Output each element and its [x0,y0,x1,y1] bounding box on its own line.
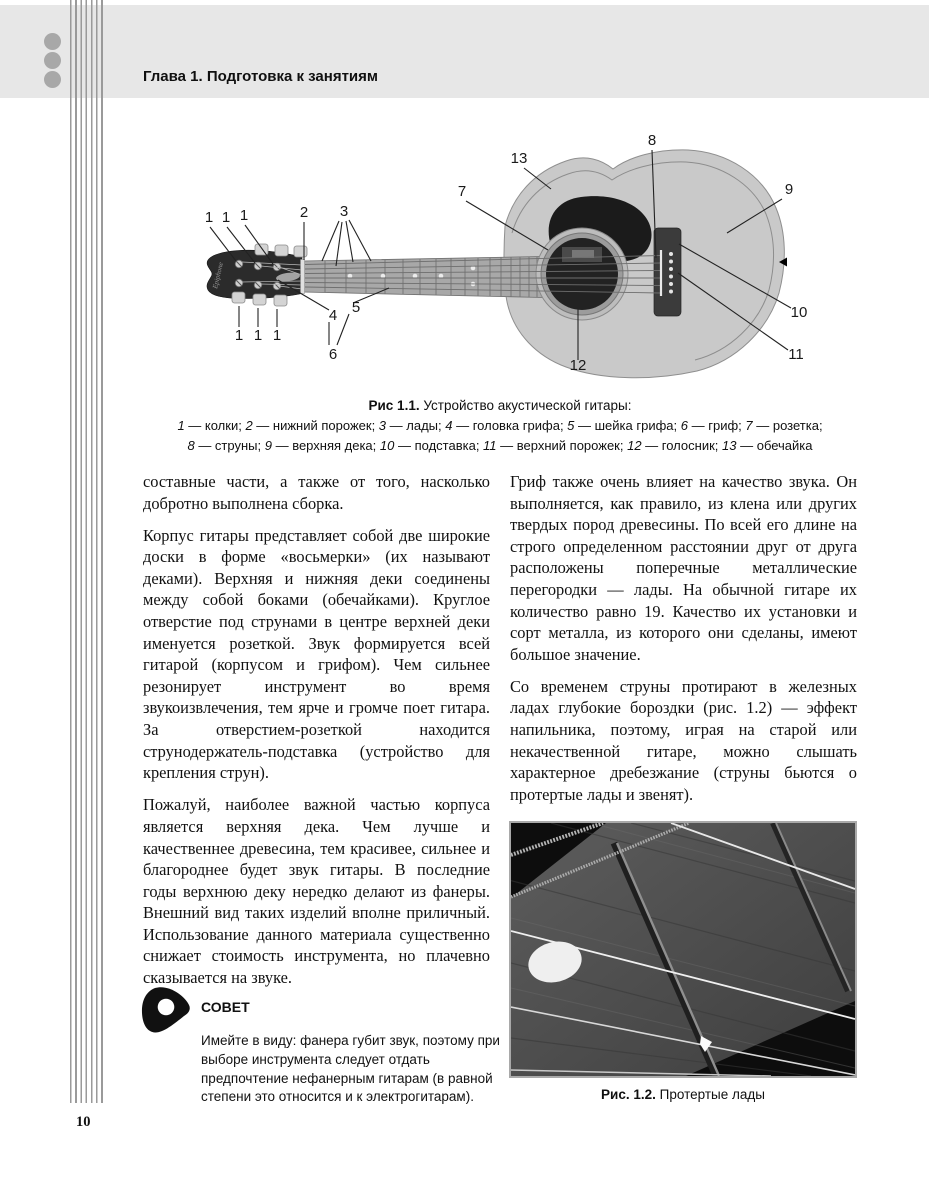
callout-label: 3 [339,203,349,220]
figure1-legend-line-2: 8 — струны; 9 — верхняя дека; 10 — подставка; 11 — верхний порожек; 12 — голосник; 13 — обечайка [187,438,813,453]
callout-label: 4 [328,307,338,324]
guitar-diagram [130,118,890,384]
paragraph: Пожалуй, наиболее важной частью корпуса является верхняя дека. Чем лучше и качественнее древесина, тем красивее, сильнее и благороднее будет звук гитары. В последние годы верхнюю деку нередко делают из фанеры. Внешний вид таких изделий вполне приличный. Использование данного материала существенно снижает стоимость инструмента, но плачевно сказывается на звуке. [143,795,490,988]
callout-label: 12 [569,357,587,374]
figure1-caption [120,396,880,456]
dot-icon [44,71,61,88]
callout-label: 1 [221,209,231,226]
callout-label: 1 [204,209,214,226]
callout-label: 1 [272,327,282,344]
callout-label: 8 [647,132,657,149]
figure1-legend-line-1: 1 — колки; 2 — нижний порожек; 3 — лады; 4 — головка грифа; 5 — шейка грифа; 6 — гриф; 7 — розетка; [177,418,823,433]
right-text-column [510,471,857,816]
callout-label: 1 [253,327,263,344]
callout-label: 6 [328,346,338,363]
figure2-caption [509,1087,857,1102]
figure1-caption-label: Рис 1.1. [368,398,420,413]
paragraph: составные части, а также от того, насколько добротно выполнена сборка. [143,472,490,513]
sound-hole [536,228,628,320]
callout-label: 10 [790,304,808,321]
worn-frets-photo-rendering [511,823,855,1076]
dot-icon [44,33,61,50]
figure1-caption-text: Устройство акустической гитары: [423,398,632,413]
chapter-title: Глава 1. Подготовка к занятиям [143,68,378,85]
nut [301,260,305,294]
headstock-logo: Epiphone [211,261,225,290]
margin-stripes-decoration [70,0,103,1103]
figure2-caption-label: Рис. 1.2. [601,1087,656,1102]
fretboard [303,257,543,298]
paragraph: Корпус гитары представляет собой две широкие доски в форме «восьмерки» (их называют деками). Верхняя и нижняя деки соединены между собой боками (обечайками). Круглое отверстие под струнами в центре верхней деки именуется розеткой. Звук формируется всей гитарой (корпусом и грифом). Чем сильнее резонирует инструмент во время звукоизвлечения, тем ярче и громче поет гитара. За отверстием-розеткой находится струнодержатель-подставка (устройство для крепления струн). [143,525,490,783]
callout-label: 5 [351,299,361,316]
callout-label: 1 [234,327,244,344]
callout-label: 9 [784,181,794,198]
callout-label: 7 [457,183,467,200]
callout-label: 1 [239,207,249,224]
figure2-caption-text: Протертые лады [659,1087,765,1102]
bridge [654,228,681,316]
header-dots-decoration [44,33,61,90]
tip-body-text: Имейте в виду: фанера губит звук, поэтому при выборе инструмента следует отдать предпочтение нефанерным гитарам (в равной степени это относится и к электрогитарам). [201,1033,500,1105]
tip-pick-icon [141,986,191,1036]
worn-frets-photo [509,821,857,1078]
paragraph: Гриф также очень влияет на качество звука. Он выполняется, как правило, из клена или других твердых пород древесины. По всей его длине на строго определенном расстоянии друг от друга расположены поперечные металлические перегородки — лады. На обычной гитаре их количество равно 19. Качество их установки и сорт металла, из которого они сделаны, имеют большое значение. [510,472,857,664]
page-number: 10 [76,1114,91,1130]
callout-label: 11 [788,346,804,363]
left-text-column [143,471,490,999]
chapter-header-band [0,5,929,98]
callout-label: 13 [510,150,528,167]
paragraph: Со временем струны протирают в железных ладах глубокие бороздки (рис. 1.2) — эффект напильника, поэтому, играя на старой или некачественной гитаре, можно слышать характерное дребезжание (струны бьются о протертые лады и звенят). [510,676,857,804]
callout-label: 2 [299,204,309,221]
dot-icon [44,52,61,69]
tip-heading: СОВЕТ [201,999,250,1015]
